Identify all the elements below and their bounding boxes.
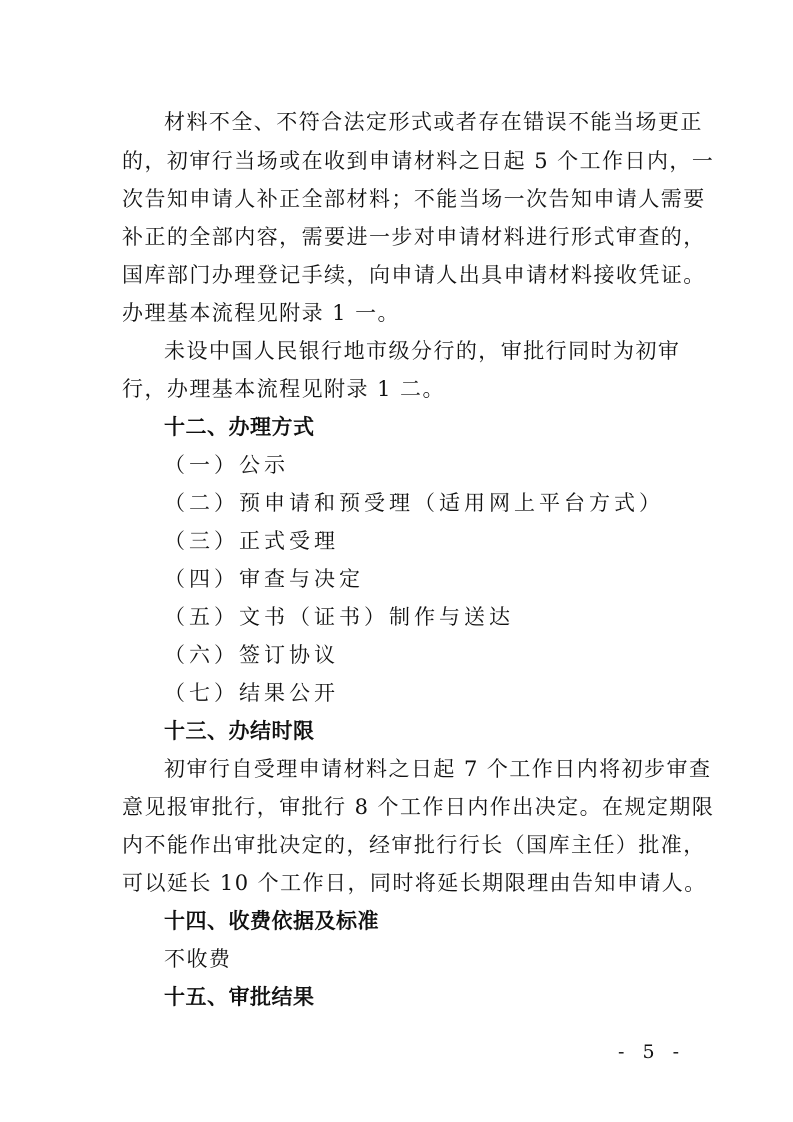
section13-line1: 初审行自受理申请材料之日起 7 个工作日内将初步审查: [164, 757, 712, 781]
section12-item-3: （三）正式受理: [164, 529, 339, 553]
section12-item-1: （一）公示: [164, 453, 289, 477]
section12-heading: 十二、办理方式: [164, 415, 315, 439]
section13-line4: 可以延长 10 个工作日，同时将延长期限理由告知申请人。: [122, 871, 707, 895]
para1-line1: 材料不全、不符合法定形式或者存在错误不能当场更正: [164, 110, 703, 134]
para1-line5: 国库部门办理登记手续，向申请人出具申请材料接收凭证。: [122, 263, 706, 287]
section12-item-5: （五）文书（证书）制作与送达: [164, 605, 514, 629]
section12-item-2: （二）预申请和预受理（适用网上平台方式）: [164, 491, 664, 515]
para1-line6: 办理基本流程见附录 1 一。: [122, 301, 401, 325]
section13-heading: 十三、办结时限: [164, 719, 315, 743]
section13-line2: 意见报审批行，审批行 8 个工作日内作出决定。在规定期限: [122, 795, 715, 819]
section14-heading: 十四、收费依据及标准: [164, 909, 379, 933]
para1-line3: 次告知申请人补正全部材料；不能当场一次告知申请人需要: [122, 187, 706, 211]
section14-text: 不收费: [164, 947, 232, 971]
section15-heading: 十五、审批结果: [164, 985, 315, 1009]
para2-line1: 未设中国人民银行地市级分行的，审批行同时为初审: [164, 339, 681, 363]
para1-line2: 的，初审行当场或在收到申请材料之日起 5 个工作日内，一: [122, 149, 715, 173]
section13-line3: 内不能作出审批决定的，经审批行行长（国库主任）批准，: [122, 833, 706, 857]
para1-line4: 补正的全部内容，需要进一步对申请材料进行形式审查的，: [122, 225, 706, 249]
para2-line2: 行，办理基本流程见附录 1 二。: [122, 377, 445, 401]
section12-item-6: （六）签订协议: [164, 643, 339, 667]
section12-item-4: （四）审查与决定: [164, 567, 364, 591]
page-number: - 5 -: [618, 1041, 686, 1063]
section12-item-7: （七）结果公开: [164, 681, 339, 705]
